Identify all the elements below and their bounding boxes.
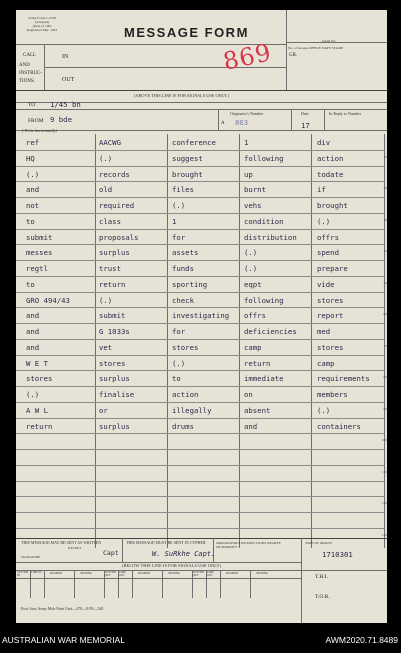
originator-prefix: A <box>221 121 225 126</box>
line-number: 110 <box>381 469 387 474</box>
message-word: todate <box>317 169 344 179</box>
message-word: burnt <box>244 185 266 195</box>
message-word: (.) <box>172 201 186 210</box>
message-word: (.) <box>317 216 331 226</box>
row-rule <box>16 276 384 277</box>
call-label: CALL <box>23 53 37 58</box>
office-date-stamp-label: No. of Groups OFFICE DATE STAMP <box>288 46 344 50</box>
message-word: if <box>317 185 326 195</box>
column-header: READER <box>138 571 150 575</box>
message-word: and <box>26 185 40 195</box>
message-word: A W L <box>26 405 48 415</box>
column-header: TIME IN <box>31 571 42 574</box>
message-word: illegally <box>172 405 212 415</box>
message-word: to <box>26 216 35 226</box>
message-word: (.) <box>172 358 186 368</box>
message-word: stores <box>26 374 53 384</box>
form-title: MESSAGE FORM <box>124 25 249 40</box>
message-word: regtl <box>26 264 48 273</box>
message-word: med <box>317 327 331 336</box>
message-word: stores <box>317 295 344 305</box>
footer-institution: AUSTRALIAN WAR MEMORIAL <box>2 635 125 645</box>
divider <box>16 578 301 579</box>
message-word: spend <box>317 248 339 258</box>
message-word: funds <box>172 264 194 273</box>
message-word: vehs <box>244 201 262 210</box>
line-number: 130 <box>381 532 387 537</box>
to-value: 1/45 bn <box>50 100 81 109</box>
message-word: proposals <box>99 232 139 242</box>
row-rule <box>16 150 384 151</box>
time-of-origin-label: TIME OF ORIGIN <box>305 541 333 545</box>
in-label: IN <box>62 54 69 60</box>
message-word: vet <box>99 342 113 352</box>
message-word: vide <box>317 279 335 289</box>
divider <box>286 42 387 43</box>
divider <box>286 10 287 90</box>
message-word: stores <box>172 342 199 352</box>
divider <box>16 90 387 91</box>
message-word: class <box>99 216 121 226</box>
message-word: and <box>26 342 40 352</box>
message-word: (.) <box>317 405 331 415</box>
column-divider <box>220 570 221 598</box>
message-word: or <box>99 405 108 415</box>
out-label: OUT <box>62 77 75 83</box>
message-word: and <box>26 311 40 321</box>
message-word: submit <box>26 232 53 242</box>
originator-number-value: 863 <box>235 118 249 127</box>
divider <box>16 109 387 110</box>
message-word: action <box>172 390 199 399</box>
signature-label: SIGNATURE <box>21 555 41 559</box>
originator-instructions: ORIGINATOR'S INSTRUCTIONS DEGREE OF PRIORITY <box>216 541 281 550</box>
column-divider <box>44 570 45 598</box>
message-word: brought <box>317 201 348 210</box>
message-word: records <box>99 169 130 179</box>
line-number: 90 <box>383 406 387 411</box>
army-form-line: (Pads of 100) <box>32 24 52 29</box>
message-word: 1 <box>244 138 249 147</box>
signature-value: W. SuRkhe Capt. <box>152 550 216 558</box>
message-word: and <box>26 327 40 336</box>
row-rule <box>16 292 384 293</box>
row-rule <box>16 481 384 482</box>
message-word: ref <box>26 138 40 147</box>
message-word: not <box>26 201 40 210</box>
line-number: 80 <box>383 375 387 380</box>
row-rule <box>16 244 384 245</box>
line-number: 50 <box>383 280 387 285</box>
message-word: surplus <box>99 374 130 384</box>
column-header: TIME OUT <box>119 571 126 578</box>
message-word: assets <box>172 248 199 258</box>
message-word: camp <box>317 358 335 368</box>
message-word: eqpt <box>244 279 262 289</box>
message-word: to <box>26 279 35 289</box>
message-word: brought <box>172 169 203 179</box>
message-word: trust <box>99 264 121 273</box>
message-word: condition <box>244 216 284 226</box>
to-label: TO <box>28 102 36 108</box>
message-word: and <box>244 421 258 431</box>
row-rule <box>16 528 384 529</box>
message-word: messes <box>26 248 53 258</box>
row-rule <box>16 386 384 387</box>
message-word: stores <box>317 342 344 352</box>
row-rule <box>16 307 384 308</box>
message-word: AACWG <box>99 138 121 147</box>
sent-as-written-note: THIS MESSAGE MAY BE SENT AS WRITTEN <box>21 540 102 545</box>
row-rule <box>16 433 384 434</box>
row-rule <box>16 418 384 419</box>
row-rule <box>16 339 384 340</box>
line-number: 20 <box>383 186 387 191</box>
message-word: GRO 494/43 <box>26 295 70 305</box>
column-header: SYSTEM OUT <box>193 571 205 578</box>
signals-columns <box>16 570 301 598</box>
line-number: 40 <box>383 249 387 254</box>
message-word: (.) <box>99 295 113 305</box>
row-rule <box>16 260 384 261</box>
message-word: div <box>317 138 331 147</box>
column-header: SYSTEM IN <box>17 571 29 578</box>
message-word: following <box>244 295 284 305</box>
divider <box>291 109 292 130</box>
column-divider <box>250 570 251 598</box>
column-header: SENDER <box>80 571 92 575</box>
signals-notice-top: (ABOVE THIS LINE IS FOR SIGNALS USE ONLY.) <box>134 93 229 98</box>
message-word: prepare <box>317 264 348 273</box>
divider <box>16 130 387 131</box>
column-header: TIME OUT <box>207 571 214 578</box>
message-word: return <box>99 279 126 289</box>
army-form-line: (Adapted) <box>34 20 50 25</box>
message-word: return <box>26 421 53 431</box>
message-word: camp <box>244 342 262 352</box>
time-of-origin-value: 1710301 <box>322 550 353 559</box>
write-note: ( Write horizontally) <box>22 128 58 133</box>
message-word: containers <box>317 421 361 431</box>
signals-notice-bottom: (BELOW THIS LINE IS FOR SIGNALS USE ONLY) <box>122 563 222 568</box>
message-word: required <box>99 201 135 210</box>
message-word: conference <box>172 138 216 147</box>
message-word: sporting <box>172 279 208 289</box>
message-word: (.) <box>26 169 40 179</box>
message-word: requirements <box>317 374 370 384</box>
message-word: submit <box>99 311 126 321</box>
message-word: stores <box>99 358 126 368</box>
except-note: EXCEPT <box>68 546 82 550</box>
line-number: 70 <box>383 343 387 348</box>
capt-text: Capt <box>103 549 119 557</box>
message-word: (.) <box>244 248 258 258</box>
serial-no-label: Serial No. <box>322 39 337 43</box>
divider <box>218 109 219 130</box>
line-number: 100 <box>381 438 387 443</box>
message-word: G 1033s <box>99 327 130 336</box>
army-form-line: Army Form C.2128 <box>28 16 56 20</box>
row-rule <box>16 213 384 214</box>
message-word: finalise <box>99 390 135 399</box>
message-word: (.) <box>244 264 258 273</box>
message-word: files <box>172 185 194 195</box>
line-number: 60 <box>383 312 387 317</box>
row-rule <box>16 512 384 513</box>
message-word: suggest <box>172 153 203 163</box>
column-header: SYSTEM OUT <box>105 571 117 578</box>
row-rule <box>16 370 384 371</box>
row-rule <box>16 181 384 182</box>
cypher-note: THIS MESSAGE MUST BE SENT IN CYPHER <box>126 540 206 545</box>
row-rule <box>16 402 384 403</box>
message-word: to <box>172 374 181 384</box>
message-word: check <box>172 295 194 305</box>
line-number: 10 <box>383 154 387 159</box>
instructions-label: AND INSTRUC- TIONS. <box>19 63 43 84</box>
thi-label: T.H.I. <box>315 574 328 580</box>
message-word: 1 <box>172 216 177 226</box>
message-word: immediate <box>244 374 284 384</box>
row-rule <box>16 355 384 356</box>
message-word: offrs <box>244 311 266 321</box>
date-label: Date <box>301 111 309 116</box>
message-word: investigating <box>172 311 230 321</box>
gr-label: GR. <box>289 53 298 58</box>
divider <box>16 538 387 539</box>
column-header: SENDER <box>168 571 180 575</box>
line-number: 120 <box>381 501 387 506</box>
message-word: surplus <box>99 421 130 431</box>
message-word: HQ <box>26 153 35 163</box>
originator-number-label: Originator's Number <box>230 111 264 116</box>
tor-label: T.O.R. <box>315 594 330 600</box>
row-rule <box>16 166 384 167</box>
column-header: READER <box>50 571 62 575</box>
stamp-number: 869 <box>220 38 275 76</box>
from-value: 9 bde <box>50 115 72 124</box>
message-word: report <box>317 311 344 321</box>
reply-label: In Reply to Number <box>329 111 362 116</box>
row-rule <box>16 197 384 198</box>
divider <box>324 109 325 130</box>
message-word: surplus <box>99 248 130 258</box>
message-word: following <box>244 153 284 163</box>
row-rule <box>16 229 384 230</box>
row-rule <box>16 323 384 324</box>
message-grid <box>16 134 387 548</box>
army-form-line: Registered Mar. 1943 <box>26 28 58 33</box>
message-word: action <box>317 153 344 163</box>
footer-accession: AWM2020.71.8489 <box>325 635 398 645</box>
message-word: for <box>172 327 186 336</box>
column-divider <box>132 570 133 598</box>
column-divider <box>384 134 385 548</box>
column-header: READER <box>226 571 238 575</box>
message-word: return <box>244 358 271 368</box>
message-word: distribution <box>244 232 297 242</box>
message-form <box>16 10 387 623</box>
message-word: on <box>244 390 253 399</box>
message-word: for <box>172 232 186 242</box>
date-value: 17 <box>301 121 310 130</box>
message-word: members <box>317 390 348 399</box>
army-form-code <box>22 16 62 32</box>
from-label: FROM <box>28 118 44 124</box>
message-word: offrs <box>317 232 339 242</box>
message-word: (.) <box>99 153 113 163</box>
printer-note: First Aust Army Mob Print Unit—470—9/39—548 <box>21 606 104 611</box>
column-divider <box>74 570 75 598</box>
divider <box>122 538 123 562</box>
column-divider <box>162 570 163 598</box>
message-word: W E T <box>26 358 48 368</box>
row-rule <box>16 449 384 450</box>
row-rule <box>16 465 384 466</box>
line-number: 30 <box>383 217 387 222</box>
divider <box>301 538 302 623</box>
message-word: (.) <box>26 390 40 399</box>
column-header: SENDER <box>256 571 268 575</box>
message-word: drums <box>172 421 194 431</box>
message-word: up <box>244 169 253 179</box>
message-word: absent <box>244 405 271 415</box>
message-word: deficiencies <box>244 327 297 336</box>
row-rule <box>16 496 384 497</box>
message-word: old <box>99 185 113 195</box>
